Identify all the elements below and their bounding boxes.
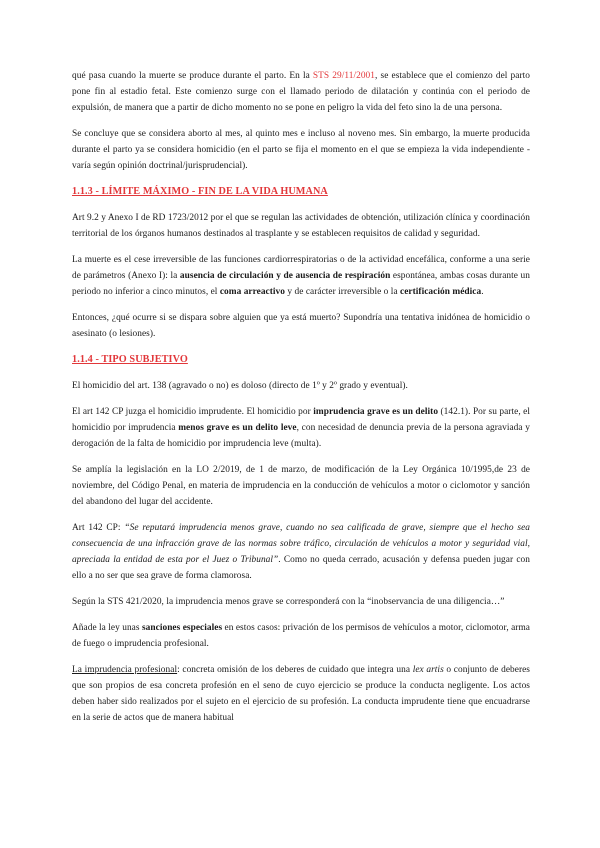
- text: Añade la ley unas: [72, 623, 142, 633]
- text: en estos casos: privación de los permisos de vehículos a motor, ciclomotor, arma de fuego o imprudencia profesional.: [72, 623, 530, 649]
- bold-term: coma arreactivo: [219, 287, 286, 297]
- section-heading-tipo-subjetivo: 1.1.4 - TIPO SUBJETIVO: [72, 354, 188, 365]
- text: , con necesidad de denuncia previa de la persona agraviada y derogación de la falta de homicidio por imprudencia leve (multa).: [72, 423, 530, 449]
- text: .: [481, 287, 484, 297]
- bold-term: certificación médica: [400, 287, 482, 297]
- paragraph-tentativa: Entonces, ¿qué ocurre si se dispara sobre alguien que ya está muerto? Supondría una tentativa inidónea de homicidio o asesinato (o lesiones).: [72, 313, 530, 339]
- paragraph-sts-421: Según la STS 421/2020, la imprudencia menos grave se corresponderá con la “inobservancia de una diligencia…”: [72, 597, 505, 607]
- bold-term: menos grave es un delito leve: [178, 423, 297, 433]
- bold-term: imprudencia grave es un delito: [313, 407, 439, 417]
- section-heading-limite-maximo: 1.1.3 - LÍMITE MÁXIMO - FIN DE LA VIDA HUMANA: [72, 186, 328, 197]
- text: . Como no queda cerrado, acusación y defensa pueden jugar con ello a no ser que sea grave de forma clamorosa.: [72, 555, 530, 581]
- paragraph-conclusion: Se concluye que se considera aborto al mes, al quinto mes e incluso al noveno mes. Sin embargo, la muerte producida durante el parto ya se considera homicidio (en el parto se fija el momento en el que se empieza la vida independiente - varía según opinión doctrinal/jurisprudencial).: [72, 129, 530, 171]
- paragraph-imprudencia-profesional: [72, 662, 530, 726]
- text: y de carácter irreversible o la: [285, 287, 401, 297]
- paragraph-muerte-definicion: [72, 252, 530, 300]
- bold-term: ausencia de circulación y de ausencia de respiración: [179, 271, 391, 281]
- paragraph-art-142: [72, 404, 530, 452]
- bold-term: sanciones especiales: [141, 623, 223, 633]
- legal-quote: “Se reputará imprudencia menos grave, cuando no sea calificada de grave, siempre que el hecho sea consecuencia de una infracción grave de las normas sobre tráfico, circulación de vehículos a motor y seguridad vial, apreciada la entidad de esta por el Juez o Tribunal”: [72, 523, 531, 565]
- text: El art 142 CP juzga el homicidio imprudente. El homicidio por: [72, 407, 314, 417]
- text: espontánea, ambas cosas durante un periodo no inferior a cinco minutos, el: [72, 271, 530, 297]
- paragraph-art-138: El homicidio del art. 138 (agravado o no) es doloso (directo de 1º y 2º grado y eventual).: [72, 381, 408, 391]
- paragraph-art-142-quote: [72, 520, 530, 584]
- text: La muerte es el cese irreversible de las funciones cardiorrespiratorias o de la actividad encefálica, conforme a una serie de parámetros (Anexo I): la: [72, 255, 530, 281]
- text: : concreta omisión de los deberes de cuidado que integra una: [177, 665, 413, 675]
- italic-term: lex artis: [412, 665, 444, 675]
- paragraph-sanciones: [72, 620, 530, 652]
- paragraph-parto: [72, 68, 530, 116]
- text: (142.1). Por su parte, el homicidio por imprudencia: [72, 407, 530, 433]
- text: o conjunto de deberes que son propios de esa concreta profesión en el seno de cuyo ejercicio se produce la conducta negligente. Los actos deben haber sido realizados por el sujeto en el ejercicio de su profesión. La conducta imprudente tiene que encuadrarse en la serie de actos que de manera habitual: [72, 665, 530, 723]
- sts-reference: STS 29/11/2001: [312, 71, 375, 81]
- underlined-term: La imprudencia profesional: [72, 665, 178, 675]
- paragraph-rd-1723: Art 9.2 y Anexo I de RD 1723/2012 por el que se regulan las actividades de obtención, utilización clínica y coordinación territorial de los órganos humanos destinados al trasplante y se establecen requisitos de calidad y seguridad.: [72, 213, 530, 239]
- paragraph-lo-2-2019: Se amplía la legislación en la LO 2/2019, de 1 de marzo, de modificación de la Ley Orgánica 10/1995,de 23 de noviembre, del Código Penal, en materia de imprudencia en la conducción de vehículos a motor o ciclomotor y sanción del abandono del lugar del accidente.: [72, 465, 530, 507]
- page-content: [72, 68, 530, 736]
- text: , se establece que el comienzo del parto pone fin al estadio fetal. Este comienzo surge con el llamado periodo de dilatación y continúa con el periodo de expulsión, de manera que a partir de dicho momento no se pone en peligro la vida del feto sino la de una persona.: [72, 71, 530, 113]
- text: qué pasa cuando la muerte se produce durante el parto. En la: [72, 71, 313, 81]
- text: Art 142 CP:: [72, 523, 125, 533]
